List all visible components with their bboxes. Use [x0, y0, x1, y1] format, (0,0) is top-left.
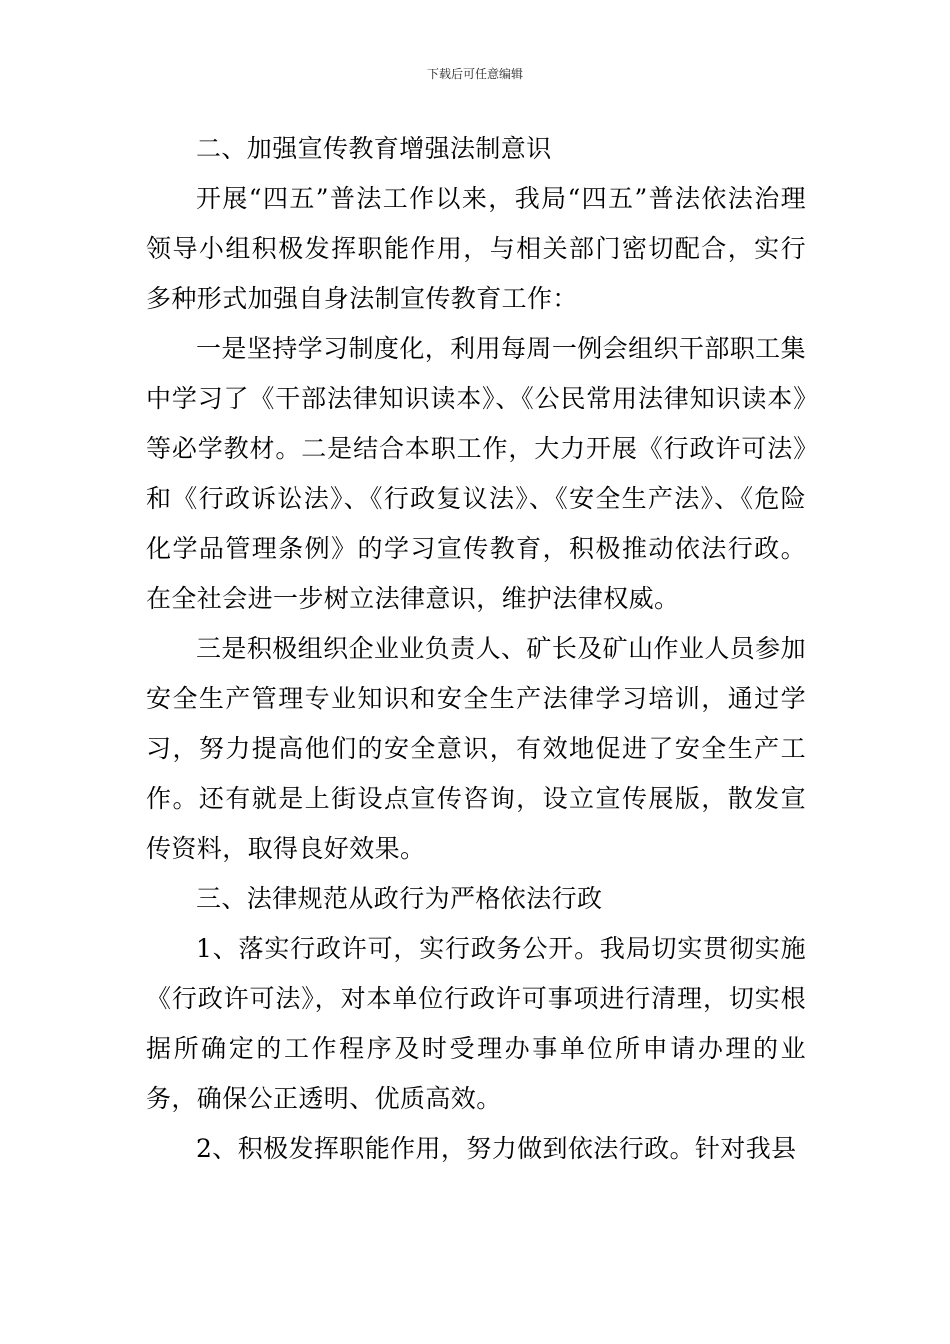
- body-paragraph: 三是积极组织企业业负责人、矿长及矿山作业人员参加安全生产管理专业知识和安全生产法律学习培训，通过学习，努力提高他们的安全意识，有效地促进了安全生产工作。还有就是上街设点宣传咨询，设立宣传展版，散发宣传资料，取得良好效果。: [146, 634, 806, 863]
- header-note: 下载后可任意编辑: [426, 67, 523, 81]
- section-heading: 三、法律规范从政行为严格依法行政: [196, 884, 603, 913]
- document-body: [146, 124, 806, 1174]
- body-paragraph: 一是坚持学习制度化，利用每周一例会组织干部职工集中学习了《干部法律知识读本》、《公民常用法律知识读本》等必学教材。二是结合本职工作，大力开展《行政许可法》和《行政诉讼法》、《行政复议法》、《安全生产法》、《危险化学品管理条例》的学习宣传教育，积极推动依法行政。在全社会进一步树立法律意识，维护法律权威。: [146, 334, 806, 613]
- body-paragraph: 开展“四五”普法工作以来，我局“四五”普法依法治理领导小组积极发挥职能作用，与相关部门密切配合，实行多种形式加强自身法制宣传教育工作：: [146, 184, 806, 313]
- body-paragraph: 2、积极发挥职能作用，努力做到依法行政。针对我县: [196, 1134, 797, 1163]
- body-paragraph: 1、落实行政许可，实行政务公开。我局切实贯彻实施《行政许可法》，对本单位行政许可事项进行清理，切实根据所确定的工作程序及时受理办事单位所申请办理的业务，确保公正透明、优质高效。: [146, 934, 806, 1113]
- section-heading: 二、加强宣传教育增强法制意识: [196, 134, 552, 163]
